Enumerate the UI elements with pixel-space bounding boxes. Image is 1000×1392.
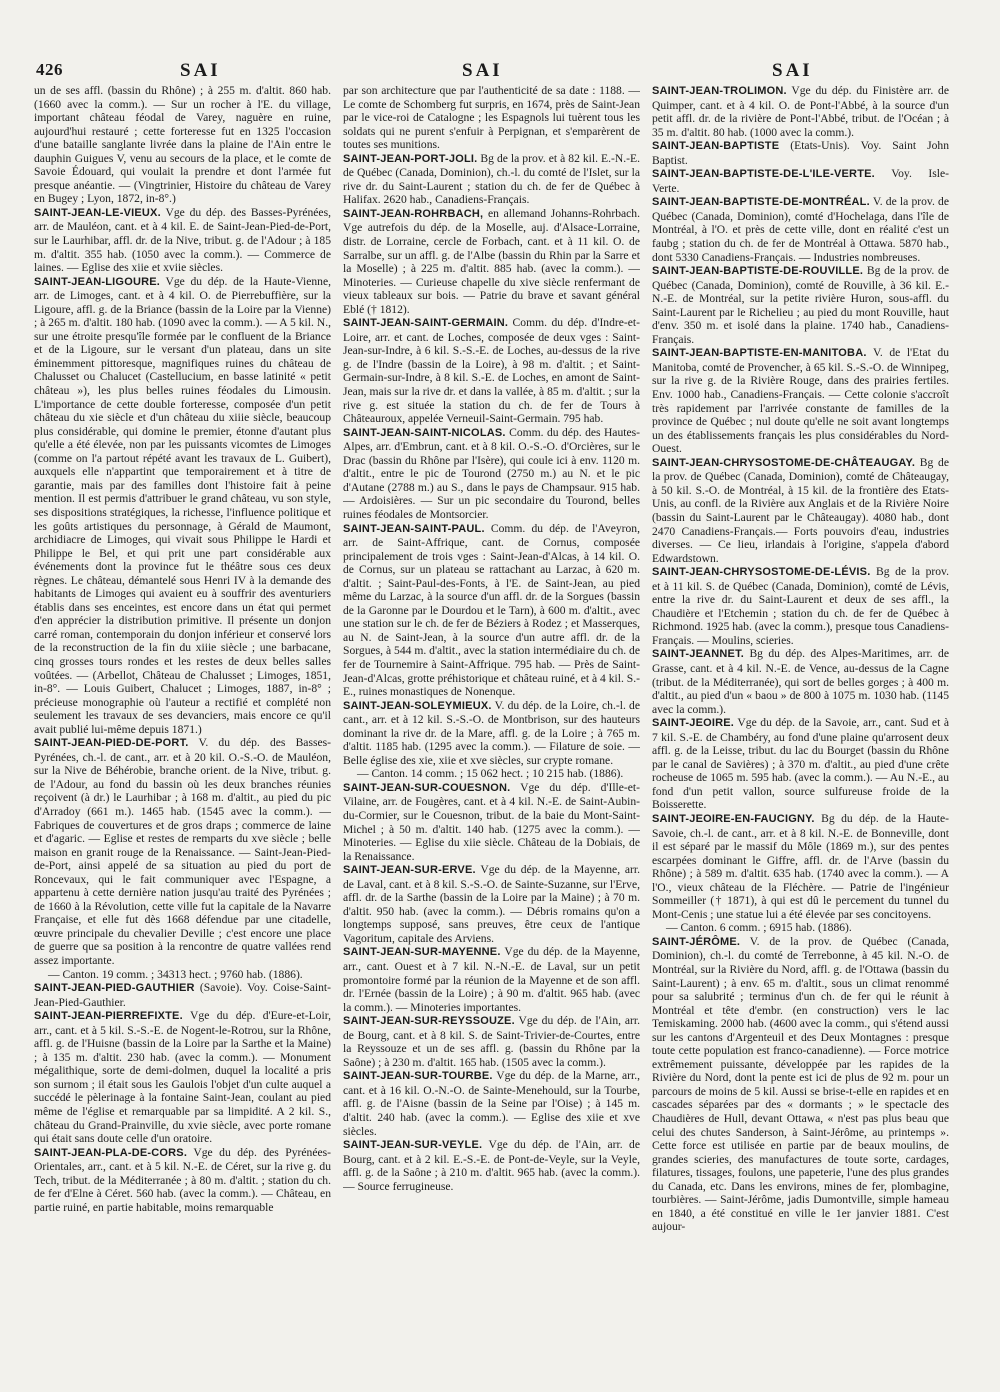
entry-headword: SAINT-JEAN-BAPTISTE-DE-MONTRÉAL.: [652, 196, 870, 209]
entry-text: — Canton. 19 comm. ; 34313 hect. ; 9760 hab. (1886).: [48, 967, 303, 981]
dictionary-entry: [343, 1069, 640, 1138]
entry-text: Comm. du dép. des Hautes-Alpes, arr. d'Embrun, cant. et à 8 kil. O.-S.-O. d'Orcières, sur le Drac (bassin du Rhône par l'Isère), qui coule ici à env. 1120 m. d'altit., entre le pic de Tourond (2750 m.) au N. et le pic d'Autane (2788 m.) au S., dans le pays de Champsaur. 915 hab. — Ardoisières. — Sur un pic secondaire du Tourond, belles ruines féodales de Montsorcier.: [343, 425, 640, 521]
dictionary-entry: [652, 565, 949, 647]
running-head-right: SAI: [772, 60, 813, 81]
dictionary-entry: [652, 456, 949, 565]
canton-subentry: [343, 767, 640, 781]
entry-headword: SAINT-JEAN-SAINT-PAUL.: [343, 522, 485, 535]
entry-headword: SAINT-JEAN-CHRYSOSTOME-DE-CHÂTEAUGAY.: [652, 456, 916, 469]
text-column-1: [34, 84, 331, 1374]
entry-text: Vge du dép. d'Ille-et-Vilaine, arr. de Fougères, cant. et à 4 kil. N.-E. de Saint-Aubin-du-Cormier, sur le Couesnon, tribut. de la baie du Mont-Saint-Michel ; à 50 m. d'altit. 140 hab. (1275 avec la comm.). — Minoteries. — Eglise du xiie siècle. Château de la Dobiais, de la Renaissance.: [343, 780, 640, 863]
entry-text: V. de la prov. de Québec (Canada, Dominion), comté d'Hochelaga, dans l'île de Montréal, à l'O. et près de cette ville, dont en réalité c'est un faubg ; station du ch. de fer de Montréal à Ottawa. 5870 hab., dont 5330 Canadiens-Français. — Industries nombreuses.: [652, 195, 949, 264]
dictionary-entry: [652, 264, 949, 346]
entry-text: Bg de la prov. de Québec (Canada, Dominion), comté de Rouville, à 36 kil. E.-N.-E. de Montréal, sur la petite rivière Huron, sous-affl. du Saint-Laurent par le Richelieu ; au pied du mont Rouville, haut d'env. 350 m. et isolé dans la plaine. 1740 hab., Canadiens-Français.: [652, 264, 949, 346]
dictionary-entry: [34, 275, 331, 737]
dictionary-entry: [343, 1138, 640, 1193]
entry-text: — Canton. 6 comm. ; 6915 hab. (1886).: [666, 921, 852, 935]
dictionary-entry: [652, 346, 949, 455]
canton-subentry: [34, 968, 331, 982]
entry-headword: SAINT-JÉRÔME.: [652, 935, 741, 948]
entry-headword: SAINT-JEAN-SOLEYMIEUX.: [343, 699, 492, 712]
entry-headword: SAINT-JEAN-BAPTISTE-DE-ROUVILLE.: [652, 265, 864, 278]
entry-headword: SAINT-JEAN-LE-VIEUX.: [34, 206, 161, 219]
entry-text: en allemand Johanns-Rohrbach. Vge autrefois du dép. de la Moselle, auj. d'Alsace-Lorraine, distr. de Lorraine, cercle de Forbach, cant. et à 11 kil. O. de Sarralbe, sur un affl. g. de l'Albe (bassin du Rhin par la Sarre et la Moselle) ; à 225 m. d'altit. 885 hab. (avec la comm.). — Minoteries. — Curieuse chapelle du xive siècle renfermant de vieux tableaux sur bois. — Patrie du brave et savant général Eblé († 1812).: [343, 206, 640, 316]
entry-text: Voy. Isle-Verte.: [652, 167, 949, 195]
dictionary-entry: [343, 426, 640, 522]
entry-headword: SAINT-JEAN-PIED-DE-PORT.: [34, 737, 189, 750]
entry-text: V. de la prov. de Québec (Canada, Dominion), ch.-l. du comté de Terrebonne, à 45 kil. N.-O. de Montréal, sur la Rivière du Nord, affl. g. de l'Ottawa (bassin du Saint-Laurent) ; à env. 65 m. d'altit., sous un climat renommé pour sa salubrité ; terminus d'un ch. de fer qui le réunit à Montréal et tête d'embr. (en construction) vers le lac Temiskaming. 2000 hab. (4600 avec la comm., qui s'étend aussi sur les cantons d'Argenteuil et des Deux Montagnes : presque toute cette population est franco-canadienne). — Force motrice extrêmement puissante, développée par les rapides de la Rivière du Nord, dont la pente est ici de plus de 92 m. pour un parcours de moins de 5 kil. Aussi se brise-t-elle en rapides et en cascades séparées par des « dormants ; » le spectacle des Chaudières de Hull, devant Ottawa, « n'est pas plus beau que celui des chutes Sanderson, à Saint-Jérôme, au printemps ». Cette force est utilisée en partie par de beaux moulins, de grandes scieries, des manufactures de toute sorte, cardages, filatures, tissages, foulons, une papeterie, l'une des plus grandes du Canada, etc. Dans les environs, mines de fer, plombagine, tourbières. — Saint-Jérôme, jadis Dumontville, simple hameau en 1840, a été constitué en ville le 1er janvier 1881. C'est aujour-: [652, 934, 949, 1234]
entry-text: Vge du dép. de la Marne, arr., cant. et à 16 kil. O.-N.-O. de Sainte-Menehould, sur la Tourbe, affl. g. de l'Aisne (bassin de la Seine par l'Oise) ; à 145 m. d'altit. 240 hab. (avec la comm.). — Eglise des xiie et xve siècles.: [343, 1069, 640, 1138]
entry-headword: SAINT-JEAN-BAPTISTE-EN-MANITOBA.: [652, 347, 867, 360]
entry-text: (Etats-Unis). Voy. Saint John Baptist.: [652, 139, 949, 167]
entry-text: V. de l'Etat du Manitoba, comté de Provencher, à 65 kil. S.-S.-O. de Winnipeg, sur la rive g. de la Rivière Rouge, dans des prairies fertiles. Env. 1000 hab., Canadiens-Français. — Cette colonie s'accroît très rapidement par l'arrivée constante de familles de la province de Québec ; nul doute qu'elle ne soit avant longtemps un des établissements français les plus considérables du Nord-Ouest.: [652, 346, 949, 456]
entry-headword: SAINT-JEAN-SUR-TOURBE.: [343, 1070, 493, 1083]
entry-headword: SAINT-JEAN-SUR-MAYENNE.: [343, 946, 501, 959]
entry-headword: SAINT-JEAN-PLA-DE-CORS.: [34, 1146, 188, 1159]
dictionary-entry: [343, 522, 640, 699]
running-head-center: SAI: [462, 60, 503, 81]
entry-headword: SAINT-JEAN-SUR-ERVE.: [343, 864, 476, 877]
entry-headword: SAINT-JEAN-SUR-VEYLE.: [343, 1139, 483, 1152]
entry-headword: SAINT-JEOIRE.: [652, 717, 735, 730]
entry-text: par son architecture que par l'authenticité de sa date : 1188. — Le comte de Schomberg fut surpris, en 1674, près de Saint-Jean par le vice-roi de Catalogne ; les Espagnols lui tuèrent tous les soldats qui ne purent s'enfuir à Perpignan, et s'emparèrent de toutes ses munitions.: [343, 84, 640, 152]
dictionary-entry: [343, 84, 640, 152]
entry-headword: SAINT-JEAN-PIED-GAUTHIER: [34, 982, 195, 995]
entry-text: V. du dép. des Basses-Pyrénées, ch.-l. de cant., arr. et à 20 kil. O.-S.-O. de Mauléon, sur la Nive de Béhérobie, branche orient. de la Nive, tribut. g. de l'Adour, au fond du bassin où les deux branches réunies reçoivent (à dr.) le Laurhibar ; à 168 m. d'altit., au pied du pic d'Arradoy (661 m.). 1465 hab. (1545 avec la comm.). — Fabriques de couvertures et de gros draps ; commerce de laine et d'agaric. — Eglise et restes de remparts du xve siècle ; belle maison en granit rouge de la Renaissance. — Saint-Jean-Pied-de-Port, ainsi appelé de sa situation au pied du port de Roncevaux, qui le fait communiquer avec l'Espagne, a appartenu à cette dernière nation jusqu'au traité des Pyrénées ; de 1660 à la Révolution, cette ville fut la capitale de la Navarre Française, et elle fut dès 1668 défendue par une citadelle, œuvre principale du chevalier Deville ; c'est encore une place de guerre que sa position à la rencontre de quatre vallées rend assez importante.: [34, 736, 331, 967]
dictionary-entry: [343, 699, 640, 768]
entry-headword: SAINT-JEAN-SAINT-NICOLAS.: [343, 426, 506, 439]
entry-headword: SAINT-JEAN-SUR-COUESNON.: [343, 781, 511, 794]
entry-headword: SAINT-JEAN-CHRYSOSTOME-DE-LÉVIS.: [652, 566, 871, 579]
entry-headword: SAINT-JEAN-PORT-JOLI.: [343, 152, 478, 165]
dictionary-entry: [34, 84, 331, 206]
page-number: 426: [36, 60, 63, 79]
entry-text: V. du dép. de la Loire, ch.-l. de cant., arr. et à 12 kil. S.-S.-O. de Montbrison, sur des hauteurs dominant la rive dr. de la Mare, affl. g. de la Loire ; à 765 m. d'altit. 1185 hab. (1295 avec la comm.). — Filature de soie. — Belle église des xie, xiie et xve siècles, sur crypte romane.: [343, 698, 640, 767]
entry-text: Vge du dép. d'Eure-et-Loir, arr., cant. et à 5 kil. S.-S.-E. de Nogent-le-Rotrou, sur la Rhône, affl. g. de l'Huisne (bassin de la Loire par la Sarthe et la Maine) ; à 135 m. d'altit. 230 hab. (avec la comm.). — Monument mégalithique, sorte de demi-dolmen, duquel la localité a pris son surnom ; il était sous les Gaulois l'objet d'un culte auquel a succédé le pèlerinage à la fontaine Saint-Jean, coulant au pied même de l'église et remarquable par sa limpidité. A 2 kil. S., château du Grand-Prainville, du xvie siècle, avec porte romane qui était sans doute celle d'un oratoire.: [34, 1009, 331, 1146]
entry-text: Vge du dép. du Finistère arr. de Quimper, cant. et à 4 kil. O. de Pont-l'Abbé, à la source d'un petit affl. dr. de la rivière de Pont-l'Abbé, tribut. de l'Océan ; à 35 m. d'altit. 80 hab. (1000 avec la comm.).: [652, 84, 949, 139]
canton-subentry: [652, 921, 949, 935]
entry-text: Bg de la prov. de Québec (Canada, Dominion), comté de Châteaugay, à 50 kil. S.-O. de Montréal, à 15 kil. de la frontière des Etats-Unis, au confl. de la Rivière aux Anglais et de la Rivière Noire (bassin du Saint-Laurent par le Châteaugay). 4080 hab., dont 2470 Canadiens-Français.— Forts pouvoirs d'eau, industries diverses. — Ce lieu, irlandais à l'origine, s'appela d'abord Edwardstown.: [652, 455, 949, 565]
entry-headword: SAINT-JEANNET.: [652, 648, 745, 661]
running-head-left: SAI: [180, 60, 221, 81]
dictionary-entry: [343, 152, 640, 207]
dictionary-entry: [652, 647, 949, 716]
dictionary-entry: [652, 195, 949, 264]
dictionary-entry: [343, 1014, 640, 1069]
entry-headword: SAINT-JEAN-TROLIMON.: [652, 85, 787, 97]
dictionary-entry: [652, 139, 949, 167]
entry-text: Vge du dép. de la Mayenne, arr. de Laval, cant. et à 8 kil. S.-S.-O. de Sainte-Suzanne, sur l'Erve, affl. dr. de la Sarthe (bassin de la Loire par la Maine) ; à 70 m. d'altit. 950 hab. (avec la comm.). — Débris romains qu'on a longtemps supposé, sans preuves, être ceux de l'antique Vagoritum, capitale des Arviens.: [343, 863, 640, 945]
entry-text: Comm. du dép. de l'Aveyron, arr. de Saint-Affrique, cant. de Cornus, composée principalement de trois vges : Saint-Jean-d'Alcas, à 14 kil. O. de Cornus, sur un plateau se rattachant au Larzac, à 620 m. d'altit. ; Saint-Paul-des-Fonts, à l'E. de Saint-Jean, au pied même du Larzac, à la source d'un affl. dr. de la Sorgues (bassin de la Garonne par le Dourdou et le Tarn), à 600 m. d'altit., avec une station sur le ch. de fer de Béziers à Rodez ; et Masserques, au N. de Saint-Jean, à la source d'un autre affl. dr. de la Sorgues, à 544 m. d'altit., avec la station intermédiaire du ch. de fer de Tournemire à Saint-Affrique. 795 hab. — Près de Saint-Jean-d'Alcas, grotte préhistorique et château ruiné, et à 4 kil. S.-E., ruines monastiques de Nonenque.: [343, 521, 640, 699]
entry-headword: SAINT-JEOIRE-EN-FAUCIGNY.: [652, 812, 815, 825]
entry-text: Bg du dép. des Alpes-Maritimes, arr. de Grasse, cant. et à 4 kil. N.-E. de Vence, au-dessus de la Cagne (tribut. de la Méditerranée), qui sort de belles gorges ; à 400 m. d'altit., au pied d'un « baou » de 800 à 1075 m. 1030 hab. (1145 avec la comm.).: [652, 647, 949, 716]
entry-headword: SAINT-JEAN-SUR-REYSSOUZE.: [343, 1015, 515, 1028]
entry-text: Vge du dép. de la Haute-Vienne, arr. de Limoges, cant. et à 4 kil. O. de Pierrebuffière, sur la Ligoure, affl. g. de la Briance (bassin de la Loire par la Vienne) ; à 265 m. d'altit. 180 hab. (1090 avec la comm.). — A 5 kil. N., sur une étroite presqu'île formée par le confluent de la Briance et de la Ligoure, sur le versant d'un plateau, dans un site éminemment pittoresque, magnifiques ruines du château de Chalusset ou Chalucet (Castellucium, en basse latinité « petit château »), les plus belles ruines féodales du Limousin. L'importance de cette double forteresse, composée d'un petit château du xie siècle et d'un château du xiiie siècle, beaucoup plus considérable, qui domine le premier, étonne d'autant plus qu'elle a été élevée, non par les puissants vicomtes de Limoges (comme on l'a partout répété avant les travaux de L. Guibert), auxquels elle n'appartint que temporairement et à titre de garantie, mais par des familles dont l'histoire fait à peine mention. Il est permis d'attribuer le grand château, vu son style, ses dispositions stratégiques, la richesse, l'influence politique et les goûts artistiques du personnage, à Gérald de Maumont, archidiacre de Limoges, qui vivait sous Philippe le Hardi et Philippe le Bel, et qui prit une part considérable aux événements dont la province fut le théâtre sous ces deux règnes. Le château, démantelé sous Henri IV à la demande des habitants de Limoges qui avaient eu à souffrir des aventuriers établis dans ses enceintes, est encore dans un état qui permet d'en apprécier la distribution primitive. Il présente un donjon carré roman, contemporain du donjon inférieur et conservé lors de la reconstruction de la fin du xiiie siècle ; une barbacane, cinq grosses tours rondes et les restes de deux belles salles voûtées. — (Arbellot, Château de Chalusset ; Limoges, 1851, in-8°. — Louis Guibert, Chalucet ; Limoges, 1887, in-8° ; précieuse monographie où l'auteur a rectifié et complété non seulement les travaux de ses devanciers, mais encore ce qu'il avait publié lui-même depuis 1871.): [34, 274, 331, 736]
entry-text: Vge du dép. de l'Ain, arr. de Bourg, cant. et à 2 kil. E.-S.-E. de Pont-de-Veyle, sur la Veyle, affl. g. de la Saône ; à 210 m. d'altit. 965 hab. (avec la comm.). — Source ferrugineuse.: [343, 1138, 640, 1193]
entry-text: Vge du dép. de la Mayenne, arr., cant. Ouest et à 7 kil. N.-N.-E. de Laval, sur un petit promontoire formé par la réunion de la Mayenne et de son affl. dr. l'Ernée (bassin de la Loire) ; à 90 m. d'altit. 965 hab. (avec la comm.). — Minoteries importantes.: [343, 945, 640, 1014]
dictionary-entry: [652, 167, 949, 195]
entry-headword: SAINT-JEAN-BAPTISTE-DE-L'ILE-VERTE.: [652, 168, 875, 181]
entry-text: Bg de la prov. et à 82 kil. E.-N.-E. de Québec (Canada, Dominion), ch.-l. du comté de l'Islet, sur la rive dr. du Saint-Laurent ; station du ch. de fer de Québec à Halifax. 2620 hab., Canadiens-Français.: [343, 151, 640, 207]
dictionary-entry: [652, 84, 949, 139]
dictionary-entry: [652, 812, 949, 921]
entry-headword: SAINT-JEAN-SAINT-GERMAIN.: [343, 317, 509, 330]
entry-text: Bg de la prov. et à 11 kil. S. de Québec (Canada, Dominion), comté de Lévis, entre la rive dr. du Saint-Laurent et deux de ses affl., la Chaudière et l'Etchemin ; station du ch. de fer de Québec à Richmond. 1925 hab. (avec la comm.), presque tous Canadiens-Français. — Moulins, scieries.: [652, 565, 949, 647]
dictionary-entry: [34, 1146, 331, 1215]
entry-text: Vge du dép. de l'Ain, arr. de Bourg, cant. et à 8 kil. S. de Saint-Trivier-de-Courtes, entre la Reyssouze et un de ses affl. g. (bassin du Rhône par la Saône) ; à 230 m. d'altit. 165 hab. (1505 avec la comm.).: [343, 1014, 640, 1069]
entry-headword: SAINT-JEAN-PIERREFIXTE.: [34, 1010, 183, 1023]
text-column-3: [652, 84, 949, 1374]
dictionary-entry: [343, 781, 640, 863]
entry-text: Vge du dép. des Basses-Pyrénées, arr. de Mauléon, cant. et à 4 kil. E. de Saint-Jean-Pied-de-Port, sur le Laurhibar, affl. dr. de la Nive, tribut. g. de l'Adour ; à 185 m. d'altit. 355 hab. (1050 avec la comm.). — Commerce de laines. — Eglise des xiie et xviie siècles.: [34, 205, 331, 275]
dictionary-entry: [34, 981, 331, 1009]
entry-headword: SAINT-JEAN-ROHRBACH,: [343, 207, 484, 220]
entry-text: — Canton. 14 comm. ; 15 062 hect. ; 10 215 hab. (1886).: [357, 767, 624, 781]
entry-text: Vge du dép. de la Savoie, arr., cant. Sud et à 7 kil. S.-E. de Chambéry, au fond d'une plaine qu'arrosent deux affl. g. de la Leisse, tribut. du lac du Bourget (bassin du Rhône par le canal de Savières) ; à 370 m. d'altit., au pied d'une crête rocheuse de 1065 m. 595 hab. (avec la comm.). — Au N.-E., au fond d'un petit vallon, source sulfureuse froide de la Boisserette.: [652, 716, 949, 812]
dictionary-entry: [343, 863, 640, 945]
entry-headword: SAINT-JEAN-LIGOURE.: [34, 275, 161, 288]
text-column-2: [343, 84, 640, 1374]
entry-text: Comm. du dép. d'Indre-et-Loire, arr. et cant. de Loches, composée de deux vges : Saint-Jean-sur-Indre, à 6 kil. S.-S.-E. de Loches, au-dessus de la rive g. de l'Indre (bassin de la Loire), à 98 m. d'altit. ; et Saint-Germain-sur-Indre, à 8 kil. S.-E. de Loches, en amont de Saint-Jean, mais sur la rive dr. et dans la vallée, à 85 m. d'altit. ; sur la rive g. est située la station du ch. de fer de Tours à Châteauroux, appelée Verneuil-Saint-Germain. 795 hab.: [343, 316, 640, 426]
dictionary-entry: [34, 736, 331, 967]
dictionary-entry: [34, 206, 331, 275]
entry-text: (Savoie). Voy. Coise-Saint-Jean-Pied-Gauthier.: [34, 981, 331, 1009]
entry-text: Vge du dép. des Pyrénées-Orientales, arr., cant. et à 5 kil. N.-E. de Céret, sur la rive g. du Tech, tribut. de la Méditerranée ; à 80 m. d'altit. ; station du ch. de fer d'Elne à Céret. 560 hab. (avec la comm.). — Château, en partie ruiné, en partie habitable, moins remarquable: [34, 1145, 331, 1214]
dictionary-entry: [34, 1009, 331, 1145]
entry-text: Bg du dép. de la Haute-Savoie, ch.-l. de cant., arr. et à 8 kil. N.-E. de Bonneville, dont il est séparé par le massif du Môle (1869 m.), sur des pentes escarpées dominant le Giffre, affl. dr. de l'Arve (bassin du Rhône) ; à 589 m. d'altit. 635 hab. (1740 avec la comm.). — A l'O., vieux château de la Fléchère. — Patrie de l'ingénieur Sommeiller († 1871), à qui est dû le percement du tunnel du Mont-Cenis ; une statue lui a été élevée par ses concitoyens.: [652, 811, 949, 921]
dictionary-entry: [343, 207, 640, 316]
entry-headword: SAINT-JEAN-BAPTISTE: [652, 140, 780, 153]
dictionary-entry: [652, 716, 949, 812]
dictionary-entry: [343, 945, 640, 1014]
entry-text: un de ses affl. (bassin du Rhône) ; à 255 m. d'altit. 860 hab. (1660 avec la comm.). — Sur un rocher à l'E. du village, important château féodal de Varey, naguère en ruine, aujourd'hui restauré ; cette forteresse fut en 1325 l'occasion d'une bataille sanglante livrée dans la plaine de l'Ain entre le dauphin Guigues V, venu au secours de la place, et le comte de Savoie Édouard, qui voulait la prendre et dont l'armée fut presque anéantie. — (Vingtrinier, Histoire du château de Varey en Bugey ; Lyon, 1872, in-8°.): [34, 84, 331, 206]
dictionary-entry: [343, 316, 640, 425]
dictionary-entry: [652, 935, 949, 1234]
